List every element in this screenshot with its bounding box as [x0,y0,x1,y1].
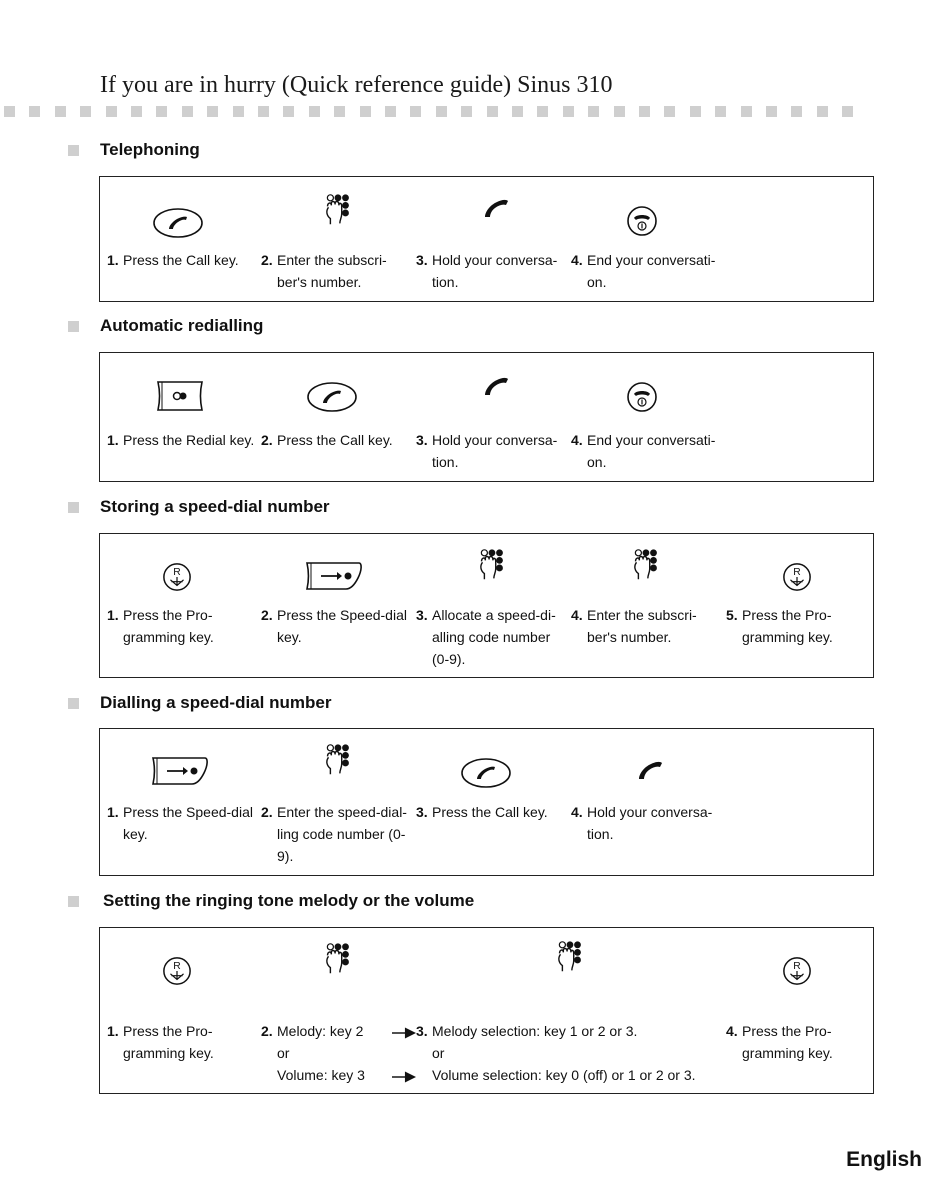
rule-dot [741,106,752,117]
keypad-hand-icon [320,942,354,980]
call-key-icon [460,757,512,789]
handset-icon [482,375,510,397]
section-bullet [68,321,79,332]
rule-dot [588,106,599,117]
keypad-hand-icon [320,743,354,781]
rule-dot [639,106,650,117]
step-item: 3. Melody selection: key 1 or 2 or 3. or Volume selection: key 0 (off) or 1 or 2 or 3. [416,1023,696,1083]
rule-dot [563,106,574,117]
rule-dot [334,106,345,117]
rule-dot [309,106,320,117]
rule-dot [207,106,218,117]
step-item: 2. Press the Speed-dial key. [261,607,407,645]
instruction-box-storing-speed-dial [99,533,874,678]
speed-dial-key-icon [150,755,210,787]
instruction-box-ringing-tone [99,927,874,1094]
rule-dot [55,106,66,117]
step-item: 3. Allocate a speed-di- alling code number (0-9). [416,607,556,667]
step-item: 4. Press the Pro- gramming key. [726,1023,833,1061]
rule-dot [233,106,244,117]
rule-dot [512,106,523,117]
step-item: 4. End your conversati- on. [571,252,716,290]
rule-dot [614,106,625,117]
end-call-key-icon [626,205,658,237]
step-item: 4. Enter the subscri- ber's number. [571,607,697,645]
instruction-box-telephoning [99,176,874,302]
rule-dot [80,106,91,117]
step-item: 2. Melody: key 2 or Volume: key 3 [261,1023,365,1083]
step-item: 3. Hold your conversa- tion. [416,252,558,290]
step-item: 2. Enter the subscri- ber's number. [261,252,387,290]
programming-key-icon [162,562,192,592]
step-item: 4. End your conversati- on. [571,432,716,470]
rule-dot [29,106,40,117]
step-item: 5. Press the Pro- gramming key. [726,607,833,645]
rule-dot [461,106,472,117]
redial-key-icon [154,379,206,413]
step-item: 2. Enter the speed-dial- ling code number (0- 9). [261,804,407,864]
step-item: 4. Hold your conversa- tion. [571,804,713,842]
rule-dot [258,106,269,117]
rule-dot [817,106,828,117]
keypad-hand-icon [628,548,662,586]
rule-dot [156,106,167,117]
programming-key-icon [162,956,192,986]
rule-dot [360,106,371,117]
rule-dot [664,106,675,117]
rule-dot [715,106,726,117]
handset-icon [636,759,664,781]
programming-key-icon [782,956,812,986]
rule-dot [487,106,498,117]
rule-dot [410,106,421,117]
keypad-hand-icon [474,548,508,586]
rule-dot [537,106,548,117]
rule-dot [842,106,853,117]
page-title: If you are in hurry (Quick reference guide) Sinus 310 [100,72,613,98]
rule-dot [131,106,142,117]
handset-icon [482,197,510,219]
section-bullet [68,896,79,907]
speed-dial-key-icon [304,560,364,592]
step-item: 1. Press the Call key. [107,252,239,268]
end-call-key-icon [626,381,658,413]
step-item: 1. Press the Speed-dial key. [107,804,253,842]
instruction-box-dialling-speed-dial [99,728,874,876]
step-item: 3. Press the Call key. [416,804,548,820]
rule-dot [106,106,117,117]
language-label: English [846,1148,922,1171]
rule-dot [690,106,701,117]
section-bullet [68,145,79,156]
step-item: 3. Hold your conversa- tion. [416,432,558,470]
section-bullet [68,698,79,709]
call-key-icon [152,207,204,239]
rule-dot [766,106,777,117]
step-item: 1. Press the Redial key. [107,432,255,448]
section-bullet [68,502,79,513]
instruction-box-redialling [99,352,874,482]
rule-dot [283,106,294,117]
decorative-dot-rule [0,106,950,118]
call-key-icon [306,381,358,413]
arrow-right-icon [392,1027,416,1039]
keypad-hand-icon [320,193,354,231]
step-item: 1. Press the Pro- gramming key. [107,1023,214,1061]
programming-key-icon [782,562,812,592]
step-item: 1. Press the Pro- gramming key. [107,607,214,645]
rule-dot [436,106,447,117]
rule-dot [791,106,802,117]
rule-dot [182,106,193,117]
rule-dot [385,106,396,117]
keypad-hand-icon [552,940,586,978]
rule-dot [4,106,15,117]
step-item: 2. Press the Call key. [261,432,393,448]
arrow-right-icon [392,1071,416,1083]
